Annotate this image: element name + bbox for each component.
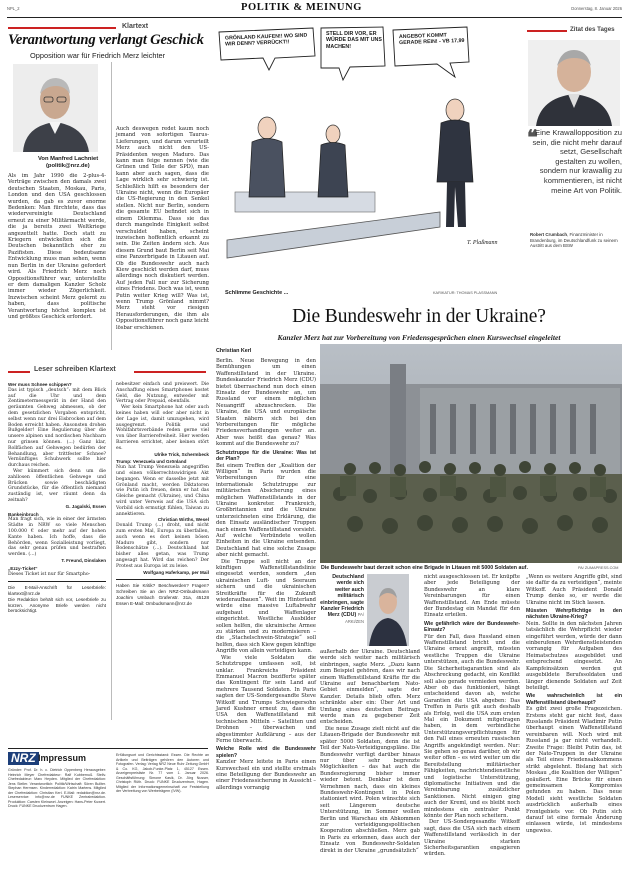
letter4-sig: Christian Wirths, Wesel — [157, 517, 209, 523]
main-col4 — [526, 574, 622, 834]
letters-kicker-bar-right — [134, 371, 206, 373]
main-col1-p1: Berlin. Neue Bewegung in den Bemühungen um einen Waffenstillstand in der Ukraine. Bundeskanzler Friedrich Merz (CDU) bietet überraschend nun doch einen Einsatz der Bundeswehr an, um Russland vor einem möglichen Neuangriff abzuschrecken. Die Ukraine, die USA und europäische Staaten nähern sich bei den Vorbereitungen für mögliche Friedensverhandlungen weiter an. Aber was heißt das genau? Was kommt auf die Bundeswehr zu? — [216, 358, 316, 448]
inline-quote-text: Deutschland werde sich weiter auch militärisch einbringen, sagte Kanzler Friedrich Merz — [320, 574, 364, 619]
main-col2 — [320, 649, 420, 854]
letter1-p1: Das ist typisch „deutsch“: mit dem Blick auf die Uhr und dem Zentimetermessgerät in der Hand den geräumten Gehweg abmessen, ob der dem gesetzlichen Vorgaben entspricht, selbst wenn nur drei Eisbrocken auf dem Boden erreicht haben. Ansonsten drohen Bußgelder! Eine Regulierung über die unsere alpinen und nordischen Nachbarn nur grinsen können. (...) Ganz klar, Rollfächen auf Gehwegen bedürfen der Behandlung, aber trittfester Schnee? Vernünftiges Schuhwerk sollte hier durchaus reichen. — [8, 387, 106, 469]
main-sub2: Welche Rolle wird die Bundeswehr spielen? — [216, 746, 316, 759]
main-col3 — [424, 574, 520, 858]
header-rule — [7, 17, 622, 18]
soldiers-parade-photo-icon — [320, 344, 622, 563]
quote-attribution — [530, 232, 622, 249]
quote-author-desc: , Finanzminister in Brandenburg, im Deutschlandfunk zu seinem Austritt aus dem BSW — [530, 232, 618, 249]
main-col4-p1: „Wenn es weitere Angriffe gibt, sind sie dafür da zu verteidigen“, meinte Witkoff. Auch Präsident Donald Trump denke so, er werde die Ukraine nicht im Stich lassen. — [526, 574, 622, 606]
letter2-p1: Man fragt sich, wie in einer der ärmsten Städte in NRW so viele Menschen 100.000 € oder mehr auf der hohen Kante haben. Ich hoffe, dass die Behörden, wenn Sozialleistung vorliegt, das sehr genau prüfen und bestraften werden. (...) — [8, 517, 106, 558]
quote-portrait-icon — [528, 40, 620, 126]
inline-photo — [367, 574, 409, 646]
inline-quote-credit: PA/ ARKI/ZEN — [345, 612, 364, 624]
ombudsman-rule — [116, 579, 209, 580]
main-sub4: Müssten Wehrpflichtige in den nächsten Ukraine-Krieg? — [526, 608, 622, 621]
letters-divider — [111, 380, 112, 720]
column-divider — [111, 62, 112, 350]
impressum-rule — [8, 748, 208, 749]
commentary-author-email[interactable]: (politik@nrz.de) — [46, 163, 90, 169]
inline-quote-party: (CDU) — [341, 612, 357, 619]
main-col1-p5: Kanzler Merz leitete in Paris einen Kurswechsel ein und stellte erstmals eine Beteiligung der Bundeswehr an einer Friedenssicherung in Aussicht – allerdings vorrangig — [216, 759, 316, 791]
main-sub1: Schutztruppe für die Ukraine: Was ist der Plan? — [216, 449, 316, 463]
letter2-sig: T. Freund, Dinslaken — [61, 557, 106, 563]
ombudsman-info: Haben Sie Kritik? Beschwerden? Fragen? Schreiben Sie an den NRZ-Ombudsmann Joachim Umbach Grafenstr. 31a, 45128 Essen E-Mail: Ombudsmann@nrz.de — [116, 583, 209, 606]
letters-kicker: Leser schreiben Klartext — [34, 366, 116, 373]
main-col3-p3: Der US-Sondergesandte Witkoff sagt, dass die USA sich nach einem Waffenstillstand verlässlich in der Ukraine starken Sicherheitsgarantien engagieren würden. — [424, 819, 520, 858]
commentary-kicker: Klartext — [122, 23, 149, 30]
main-headline: Die Bundeswehr in der Ukraine? — [292, 306, 546, 327]
cartoon-credit: KARIKATUR: THOMAS PLASSMANN — [433, 291, 498, 295]
merz-portrait-icon — [367, 574, 409, 646]
impressum-title: Impressum — [38, 753, 87, 763]
letter4-title: Trump: Venezuela und Grönland — [116, 459, 187, 465]
cartoon — [215, 22, 521, 288]
main-col1-p2: Bei einem Treffen der „Koalition der Willigen“ in Paris wurden die Vorbereitungen für eine internationale Schutztruppe zur militärischen Absicherung eines möglichen Waffenstillstands in der Ukraine konkreter. Frankreich, Großbritannien und die Ukraine unterzeichneten eine Erklärung, die den Einsatz ausländischer Truppen nach einem Waffenstillstand vorsieht. Auf welche Verbündete wollen Einheiten in die Ukraine entsenden. Deutschland hat eine solche Zusage aber nicht gemacht. — [216, 462, 316, 559]
letter3-p3: Wer kein Smartphone hat oder auch keines haben will oder aber nicht in der Lage ist, damit umzugehen, wird ausgegrenzt. Politik und Wohlfahrtsverbände reden gerne viel von über Barrierefreiheit. Hier werden Barrieren errichtet, aber keinen stört es. — [116, 405, 209, 451]
cartoon-signature: T. Plaßmann — [467, 240, 498, 246]
main-photo-caption: Die Bundeswehr baut derzeit schon eine Brigade in Litauen mit 5000 Soldaten auf. — [321, 565, 528, 571]
main-col3-p2: Für den Fall, dass Russland einen Waffenstillstand bricht und die Ukraine erneut angreift, müssten westliche Truppen die Ukraine unterstützen, auch die Bundeswehr. Die Sicherheitsgarantien sind als Abschreckung gedacht, ein Konflikt soll also gerade vermieden werden. Aber ob das funktioniert, hängt entscheidend davon ab, welche Garantien die USA abgeben: Das Treffen in Paris gilt auch deshalb als Erfolg, weil die USA zum ersten Mal ein Dokument mitgetragen haben, in dem verbindliche Unterstützungsverpflichtungen für den Fall eines erneuten russischen Angriffs angekündigt werden. Nur: Sie gehen so genau darüber, ob wir weiter offen – es wird weiter um die Bereitstellung militärischer Fähigkeiten, nachrichtendienstliche und logistische Unterstützung, diplomatische Initiativen und die Vereinbarung zusätzlicher Sanktionen. Nicht einigen ging auch der Kreml, und es bleibt noch mindestens ein zentraler Punkt könnte der Plan noch scheitern. — [424, 633, 520, 820]
main-col1-p4: Wie viele Soldaten die Schutztruppe umfassen soll, ist unklar. Frankreichs Präsident Emmanuel Macron bezifferte später das Kontingent für sein Land auf mehrere Tausend Soldaten. In Paris sagten der US-Sondergesandte Steve Witkoff und Trumps Schwiegersohn Jared Kushner erneut zu, dass die USA den Waffenstillstand mit technischen Mitteln – Satelliten und Drohnen – überwachen und abgestimmter Aufklärung – aus der Ferne überwacht. — [216, 654, 316, 744]
commentary-col1: Als im Jahr 1990 die 2-plus-4-Verträge zwischen den damals zwei deutschen Staaten, Moskau, Paris, London und den USA geschlossen wurden, da gab es zuvor enorme Bedenken: Man fürchtete, dass das wiedervereinigte Deutschland erneut zu einer Militärmacht werde, die ja bereits zwei Weltkriege angezettelt hatte. Doch statt zu Kriegern entwickelten sich die Deutschen bekanntlich eher zu Pazifisten. Diese bedeutsame Entwicklung muss man sehen, wenn nun Berlin in der Ukraine gefordert wird. Als Friedrich Merz noch Oppositionsführer war, unterstellte er dem damaligen Kanzler Scholz immer wieder Zögerlichkeit. Inzwischen scheint Merz gelernt zu haben, dass politische Verantwortung höchst komplex ist und größtes Geschick erfordert. — [8, 173, 106, 320]
commentary-author: Von Manfred Lachniet — [38, 156, 99, 162]
impressum-text-1: Gründer: Prof. Dr. h. c. Dietrich Oppenberg Herausgeber: Heinrich Meyer Chefredakteur: Ralf Kubbernuß. Stellv. Chefredakteur: Marc Heyden. Mitglied der Chefredaktion: Jens Steller. Verantwortlich: Politik/Wirtschaft: Sören Bullter. Stephan Hermsen. Kinderredaktion: Katrin Martens. Mitglied der Chefredaktion: Christian Kerl. E-Mail: redaktion@nrz.de. Leserservice: info@nrz.de FUNKE Zentralredaktion. Produktion: Carsten Kleinwort. Anzeigen: Hans-Peter Kuwert. Druck: FUNKE Druckzentrum Hagen. — [8, 768, 106, 808]
letters-editing-info: Die Redaktion behält sich vor, Leserbriefe zu kürzen. Anonyme Briefe werden nicht berücksichtigt. — [8, 596, 106, 614]
letter3-title: „Ezzy-Ticket“ — [8, 565, 38, 571]
quote-author: Robert Crumbach — [530, 232, 568, 237]
letter3-p1: Dieses Ticket ist nur für Smartpho- — [8, 571, 91, 577]
letter5-sig: Wolfgang Haferkamp, per Mail — [143, 569, 209, 575]
inline-quote — [320, 574, 364, 625]
kicker-bar — [8, 27, 116, 29]
page-id: NPL_2 — [7, 6, 20, 11]
author-photo — [13, 64, 98, 152]
main-sub3: Wie gefährlich wäre der Bundeswehr-Einsatz? — [424, 620, 520, 634]
section-title: POLITIK & MEINUNG — [241, 2, 363, 13]
letter1-p2: Wer kümmert sich denn um die zahllosen öffentlichen Gehwege und Brücken sowie beschädigten Grundstücke, für die öffentlich niemand zuständig ist, wer räumt denn da zeitnah? — [8, 468, 106, 503]
letter1-title: Wer muss Schnee schippen? — [8, 382, 72, 387]
letters-col2 — [116, 382, 209, 606]
letters-email-info: Die E-Mail-Anschrift für Leserbriefe: klartext@nrz.de — [8, 585, 106, 597]
cartoon-bubble-3: ANGEBOT KOMMT GERADE REIN! - VB 17,99 — [398, 32, 465, 47]
letter3-p2: nebesitzer einfach und preiswert. Die Anschaffung eines Smartphones kostet Geld, die Nutzung, entweder mit Vertrag oder Prepaid, ebenfalls. — [116, 382, 209, 405]
quote-mark-icon: ❝ — [527, 127, 538, 149]
quote-kicker: Zitat des Tages — [570, 26, 615, 33]
cartoon-bubble-1: GRÖNLAND KAUFEN!! WO SIND WIR DENN? VERRÜCKT!! — [224, 32, 308, 48]
main-col1-p3: Die Truppe soll nicht an der künftigen Waffenstillstandslinie eingesetzt werden, sondern „den ukrainischen Luft- und Seeraum sichern und die ukrainischen Streitkräfte für die Zukunft wiederaufbauen“. Weit im Hinterland würde eine massive Luftabwehr aufgebaut und Waffenlager eingerichtet. Westliche Ausbilder sollen helfen, die ukrainische Armee zu stärken und zu modernisieren – die „Stachelschwein-Strategie“ soll helfen, dass sich Kiew gegen künftige Angriffe von allein verteidigen kann. — [216, 558, 316, 655]
nrz-logo: NRZ — [8, 752, 39, 765]
commentary-col2: Auch deswegen redet kaum noch jemand von sofortigen Taurus-Lieferungen, und darum verurteilt Merz auch nicht den US-Präsidenten wegen Maduro. Das kann man feige nennen (wie die Grünen und Teile der SPD), man kann aber auch sagen, dass die Lage wirklich sehr schwierig ist. Schließlich hilft es besonders der Ukraine nicht, wenn die Europäer die US-Regierung in den Senkel stellen. Nicht nur Berlin, sondern die gesamte EU befindet sich in einem Dilemma. Dass sie das durch mangelnde Einigkeit selbst verschuldet haben, scheint inzwischen hoffentlich erkannt zu sein. Die Zeiten ändern sich. Aus diesem Grund baut Berlin seit Mai eine Panzerbrigade in Litauen auf. Ob die Bundeswehr auch nach Kiew geschickt werden darf, muss allerdings noch diskutiert werden. Auf jeden Fall nur zur Sicherung eines Friedens. Doch was ist, wenn Putin weiter Krieg will? Was ist, wenn Trump Grönland nimmt? Merz steht vor riesigen Herausforderungen, die ihm als Oppositionsführer noch ganz leicht lösbar erschienen. — [116, 126, 209, 331]
cartoon-drawing — [215, 22, 521, 288]
letters-info-rule — [8, 581, 106, 582]
main-author: Christian Kerl — [216, 348, 252, 354]
main-subhead: Kanzler Merz hat zur Vorbereitung von Friedensgesprächen einen Kurswechsel eingeleitet — [277, 333, 561, 342]
letter1-sig: G. Jagalski, Essen — [65, 503, 106, 509]
author-portrait-icon — [13, 64, 98, 152]
main-col1 — [216, 358, 316, 791]
main-photo-credit: PA/ ZUMAPRESS.COM — [578, 566, 619, 570]
letter3-sig: Ulrike Trick, Schermbeck — [154, 451, 209, 457]
letter5-p1: Donald Trump (...) droht, und nicht zum ersten Mal, Europa zu überfallen, auch wenn es dort keinen bösen Maduro gibt, sondern nur Bodenschätze (...). Deutschland hat bisher alles getan, was Trump angesagt hat. Wird das reichen? Der Protest aus Europa ist zu leise. — [116, 523, 209, 569]
main-col2-p1: außerhalb der Ukraine. Deutschland werde sich weiter nach militärisch einbringen, sagte Merz. „Dazu kann zum Beispiel gehören, dass wir nach einem Waffenstillstand Kräfte für die Ukraine auf benachbartem Nato-Gebiet einmelden“, sagte der Kanzler. Details blieb offen. Merz schränkte aber ein: Über Art und Umfang eines deutschen Beitrags werde man zu gegebener Zeit entscheiden. — [320, 649, 420, 726]
letter4-p1: Nun hat Trump Venezuela angegriffen und einen völkerrechtswidrigen Akt begangen. Wenn er dasselbe jetzt mit Grönland macht, werden Diktatoren wie Putin ich freuen, denn er hat das Gleiche gemacht (Ukraine), und China wird unter Verweis auf die USA sich Vorbild sich ermutigt fühlen, Taiwan zu annektieren. — [116, 465, 209, 517]
main-col4-p3: Es gibt zwei große Fragezeichen. Erstens steht gar nicht fest, dass Russlands Präsident Wladimir Putin überhaupt einen Waffenstillstand vereinbaren will. Noch wird mit Russland ja gar nicht verhandelt. Zweite Frage: Bleibt Putin das, ist der Nato-Truppen in der Ukraine als Teil eines Friedensabkommens strikt abgelehnt. Bislang hat sich Moskau „die Koalition der Willigen“ geäußert. Eine Brücke für einen gemeinsamen Kompromiss gefunden zu haben. Das neue Modell sieht westliche Soldaten ausdrücklich außerhalb eines Frontgebiets vor. Ob Putin sich darauf ist eine formale Änderung einlassen würde, ist mindestens ungewiss. — [526, 706, 622, 834]
main-sub5: Wie wahrscheinlich ist ein Waffenstillstand überhaupt? — [526, 693, 622, 706]
quote-text: Eine Krawallopposition zu sein, die nicht mehr darauf setzt, Gesellschaft gestalten zu wollen, sondern nur krawallig zu kommentieren, ist nicht meine Art von Politik. — [532, 128, 622, 195]
cartoon-bubble-2: STELL DIR VOR, ER WÜRDE DAS MIT UNS MACHEN! — [326, 31, 382, 50]
main-col2-p2: Die neue Zusage zielt nicht auf die Litauen-Brigade der Bundeswehr mit später 5000 Soldaten, denn die ist Teil der Nato-Verteidigungspläne. Die Bundeswehr verfügt darüber hinaus nur über sehr begrenzte Möglichkeiten – das hat auch die Bundesregierung bisher immer wieder betont. Denkbar ist dem Vernehmen nach, dass ein kleines Bundeswehr-Kontingent in Polen stationiert wird. Polen wünschte sich seit Längerem deutsche Unterstützung, im Sommer wollen Berlin und Warschau ein Abkommen zur verteidigungspolitischen Kooperation abschließen. Merz gab in Paris zu erkennen, dass auch der Einsatz von Bundeswehr-Soldaten direkt in der Ukraine „grundsätzlich“ — [320, 725, 420, 854]
quote-kicker-bar — [527, 30, 567, 32]
page-date: Donnerstag, 8. Januar 2026 — [571, 6, 622, 11]
commentary-headline: Verantwortung verlangt Geschick — [8, 32, 204, 48]
letter2-title: Bankeinbruch — [8, 511, 39, 517]
impressum-text-2: Erfüllungsort und Gerichtsstand: Essen. Die Rechte an Artikeln und Beiträgen gehören den Autoren und Fotografen. Verlag: Verlag NRZ Neue Ruhr Zeitung GmbH & Co. KG, Jakob-Funke-Platz 1, 45127 Essen. Anzeigenpreisliste Nr. 77 vom 1. Januar 2026. Geschäftsführung: Simone Kasik, Dr. Jörg Nusser, Christoph Rüth. Druck: FUNKE Druckzentrum, Hagen. Mitglied der Informationsgemeinschaft zur Feststellung der Verbreitung von Werbeträgern (IVW). — [116, 753, 209, 793]
letters-col1 — [8, 382, 106, 614]
main-col4-p2: Nein. Sollte in den nächsten Jahren tatsächlich die Wehrpflicht wieder eingeführt werden, würde der dann einberufenen Wehrdienstleistenden vorrangig für Aufgaben des Heimatschutzes ausgebildet und entsprechend eingesetzt. An Kampfeinsätzen werden gut ausgebildete Berufssoldaten und länger dienende Soldaten auf Zeit beteiligt. — [526, 620, 622, 691]
main-photo — [320, 344, 622, 563]
commentary-subhead: Opposition war für Friedrich Merz leichter — [30, 51, 166, 60]
main-col3-p1: nicht ausgeschlossen ist. Er knüpfte aber jede Beteiligung der Bundeswehr an klare Vereinbarungen für einen Waffenstillstand. Am Ende müsste der Bundestag ein Mandat für den Einsatz erteilen. — [424, 574, 520, 619]
letters-kicker-bar-left — [8, 371, 30, 373]
quote-photo — [528, 40, 620, 126]
cartoon-caption: Schlimme Geschichte ... — [225, 290, 289, 296]
